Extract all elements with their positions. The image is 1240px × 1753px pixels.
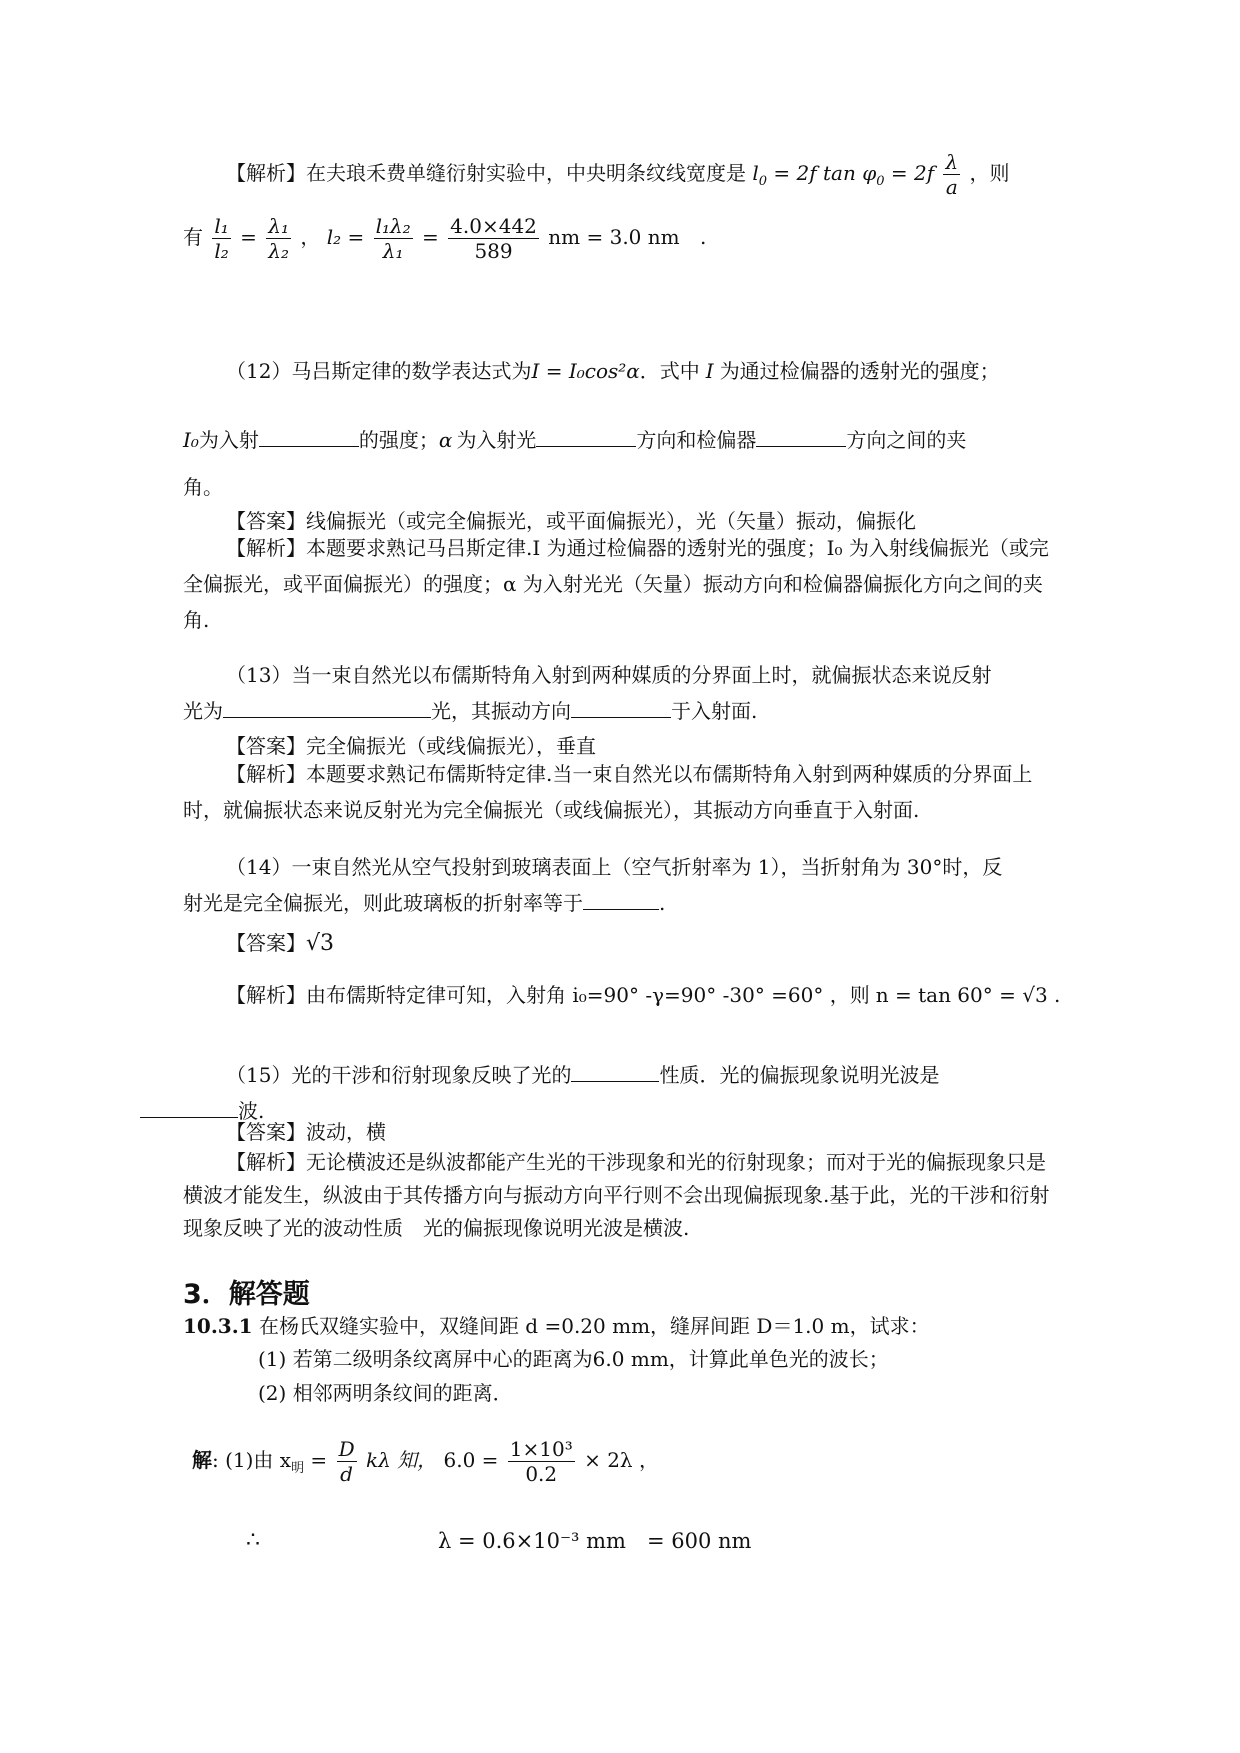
analysis-formula: n = tan 60° = √3 .: [875, 983, 1061, 1007]
q12-stem-g: 方向和检偏器: [636, 428, 757, 452]
problem-stem-text: 在杨氏双缝实验中，双缝间距 d =0.20 mm，缝屏间距 D＝1.0 m，试求：: [258, 1314, 930, 1338]
fraction-l1lambda2-lambda1: [374, 214, 413, 263]
text-have: 有: [183, 225, 203, 249]
frac-num: l₁: [214, 214, 229, 238]
blank-7[interactable]: [571, 1063, 659, 1082]
formula-rhs: = 2f: [884, 161, 935, 185]
solution-d: × 2λ ，: [584, 1448, 659, 1472]
frac-num: 1×10³: [509, 1437, 573, 1461]
problem-part-2: (2) 相邻两明条纹间的距离．: [258, 1381, 513, 1405]
answer-label: 【答案】: [226, 931, 306, 955]
solution-line1: [192, 1437, 659, 1487]
q12-stem-h: 方向之间的夹: [846, 428, 967, 452]
q12-stem-d: 为入射: [198, 428, 259, 452]
blank-8[interactable]: [140, 1099, 238, 1118]
q11-analysis-line1: [226, 150, 1010, 200]
comma: ，: [300, 225, 321, 249]
fraction-lambda1-lambda2: [266, 214, 291, 263]
fraction-1e3-0.2: [508, 1437, 575, 1486]
q12-stem-c: 为通过检偏器的透射光的强度；: [719, 359, 1000, 383]
q15-analysis: [183, 1146, 1063, 1245]
fraction-D-d: [337, 1437, 357, 1486]
frac-num: λ: [945, 150, 959, 174]
solution-c: 6.0 =: [443, 1448, 499, 1472]
solution-eq: =: [304, 1448, 328, 1472]
q11-analysis-line2: 有 $\frac{\text{l₁}}{\text{l₂}}$ = $\frac{\text{λ₁}}{\text{λ₂}}$ ， l₂ = $\frac{\text{l₁λ₂}}{\text{λ₁}}$ = $\frac{4.0\times 442}{589}$ nm = 3.0 nm .: [183, 214, 707, 263]
q15-stem-b: 性质．光的偏振现象说明光波是: [659, 1063, 940, 1087]
solution-sub: 明: [291, 1461, 305, 1476]
blank-4[interactable]: [223, 699, 431, 718]
q12-stem-line1: [226, 358, 1000, 384]
q15-stem-a: （15）光的干涉和衍射现象反映了光的: [226, 1063, 572, 1087]
q14-stem-a: （14）一束自然光从空气投射到玻璃表面上（空气折射率为 1），当折射角为 30°时，反: [226, 855, 1003, 879]
q14-answer: [226, 930, 334, 957]
frac-den: l₂: [214, 239, 229, 263]
q12-answer: 【答案】线偏振光（或完全偏振光，或平面偏振光），光（矢量）振动，偏振化: [226, 509, 916, 533]
frac-num: 4.0×442: [450, 214, 537, 238]
result: nm = 3.0 nm: [548, 225, 680, 249]
blank-5[interactable]: [571, 699, 671, 718]
analysis-text: 由布儒斯特定律可知，入射角 i₀=90° -γ=90° -30° =60° ，则: [306, 983, 870, 1007]
q12-stem-f: 为入射光: [456, 428, 537, 452]
q13-analysis: [183, 756, 1063, 828]
blank-1[interactable]: [259, 428, 359, 447]
frac-den: d: [340, 1462, 353, 1486]
q12-stem-a: （12）马吕斯定律的数学表达式为: [226, 359, 532, 383]
q14-stem-b: 射光是完全偏振光，则此玻璃板的折射率等于: [183, 891, 583, 915]
blank-3[interactable]: [756, 428, 846, 447]
answer-sqrt3: √3: [306, 931, 335, 956]
frac-den: a: [945, 175, 958, 199]
solution-b: kλ 知，: [365, 1448, 438, 1472]
solution-a: : (1)由 x: [212, 1448, 292, 1472]
fraction-lambda-a: [943, 150, 960, 199]
frac-num: l₁λ₂: [375, 214, 411, 238]
analysis-label: 【解析】: [226, 983, 306, 1007]
blank-6[interactable]: [583, 891, 659, 910]
q15-analysis-text: 【解析】无论横波还是纵波都能产生光的干涉现象和光的衍射现象；而对于光的偏振现象只是横波才能发生，纵波由于其传播方向与振动方向平行则不会出现偏振现象.基于此，光的干涉和衍射现象反映了光的波动性质 光的偏振现像说明光波是横波.: [183, 1150, 1050, 1240]
q14-stem: [183, 849, 1063, 921]
formula-mid: = 2f tan φ: [767, 161, 877, 185]
frac-den: 0.2: [525, 1462, 558, 1486]
solution-label: 解: [192, 1448, 212, 1472]
solution-result: λ = 0.6×10⁻³ mm = 600 nm: [438, 1529, 752, 1553]
problem-part-1: (1) 若第二级明条纹离屏中心的距离为6.0 mm，计算此单色光的波长；: [258, 1347, 889, 1371]
q13-stem-b: 光为: [183, 699, 223, 723]
section-title: 3．解答题: [183, 1279, 310, 1310]
q15-answer: 【答案】波动，横: [226, 1120, 386, 1144]
q12-stem-line3: 角。: [183, 475, 223, 499]
frac-num: λ₁: [268, 214, 289, 238]
symbol-I0: I₀: [183, 428, 199, 452]
fraction-numeric: [448, 214, 539, 263]
problem-stem: [183, 1313, 930, 1339]
text-then: ，则: [969, 161, 1010, 185]
symbol-alpha: α: [438, 428, 453, 452]
formula-mid-sub: 0: [876, 174, 885, 189]
frac-den: 589: [474, 239, 513, 263]
q12-analysis-text: 【解析】本题要求熟记马吕斯定律.I 为通过检偏器的透射光的强度；I₀ 为入射线偏振光（或完全偏振光，或平面偏振光）的强度；α 为入射光光（矢量）振动方向和检偏器偏振化方向之间的夹角.: [183, 536, 1049, 632]
q12-stem-b: ．式中: [639, 359, 700, 383]
malus-formula: I = I₀cos²α: [531, 359, 640, 383]
analysis-text: 在夫琅禾费单缝衍射实验中，中央明条纹线宽度是: [306, 161, 746, 185]
q13-stem-c: 光，其振动方向: [431, 699, 571, 723]
q12-analysis: [183, 530, 1063, 638]
q12-stem-e: 的强度；: [358, 428, 439, 452]
analysis-label: 【解析】: [226, 161, 306, 185]
l2-lhs: l₂ =: [326, 225, 365, 249]
formula-l: l: [752, 161, 759, 185]
problem-number: 10.3.1: [183, 1314, 253, 1338]
fraction-l1-l2: [212, 214, 230, 263]
blank-2[interactable]: [536, 428, 636, 447]
period: .: [699, 225, 707, 249]
q12-stem-line2: [183, 427, 966, 453]
q13-stem-a: （13）当一束自然光以布儒斯特角入射到两种媒质的分界面上时，就偏振状态来说反射: [226, 663, 992, 687]
frac-num: D: [338, 1437, 355, 1461]
q13-analysis-text: 【解析】本题要求熟记布儒斯特定律.当一束自然光以布儒斯特角入射到两种媒质的分界面上时，就偏振状态来说反射光为完全偏振光（或线偏振光），其振动方向垂直于入射面.: [183, 762, 1033, 822]
symbol-I: I: [705, 359, 714, 383]
q14-stem-c: .: [659, 891, 666, 915]
frac-den: λ₁: [382, 239, 404, 263]
q13-stem-d: 于入射面.: [671, 699, 758, 723]
frac-den: λ₂: [268, 239, 289, 263]
q13-answer: 【答案】完全偏振光（或线偏振光），垂直: [226, 734, 596, 758]
formula-sub: 0: [758, 174, 768, 189]
q14-analysis: [226, 982, 1060, 1008]
formula-l0: [752, 161, 935, 189]
therefore-symbol: ∴: [246, 1528, 260, 1553]
q15-stem-c: 波.: [238, 1099, 265, 1123]
q13-stem: [183, 657, 1063, 729]
